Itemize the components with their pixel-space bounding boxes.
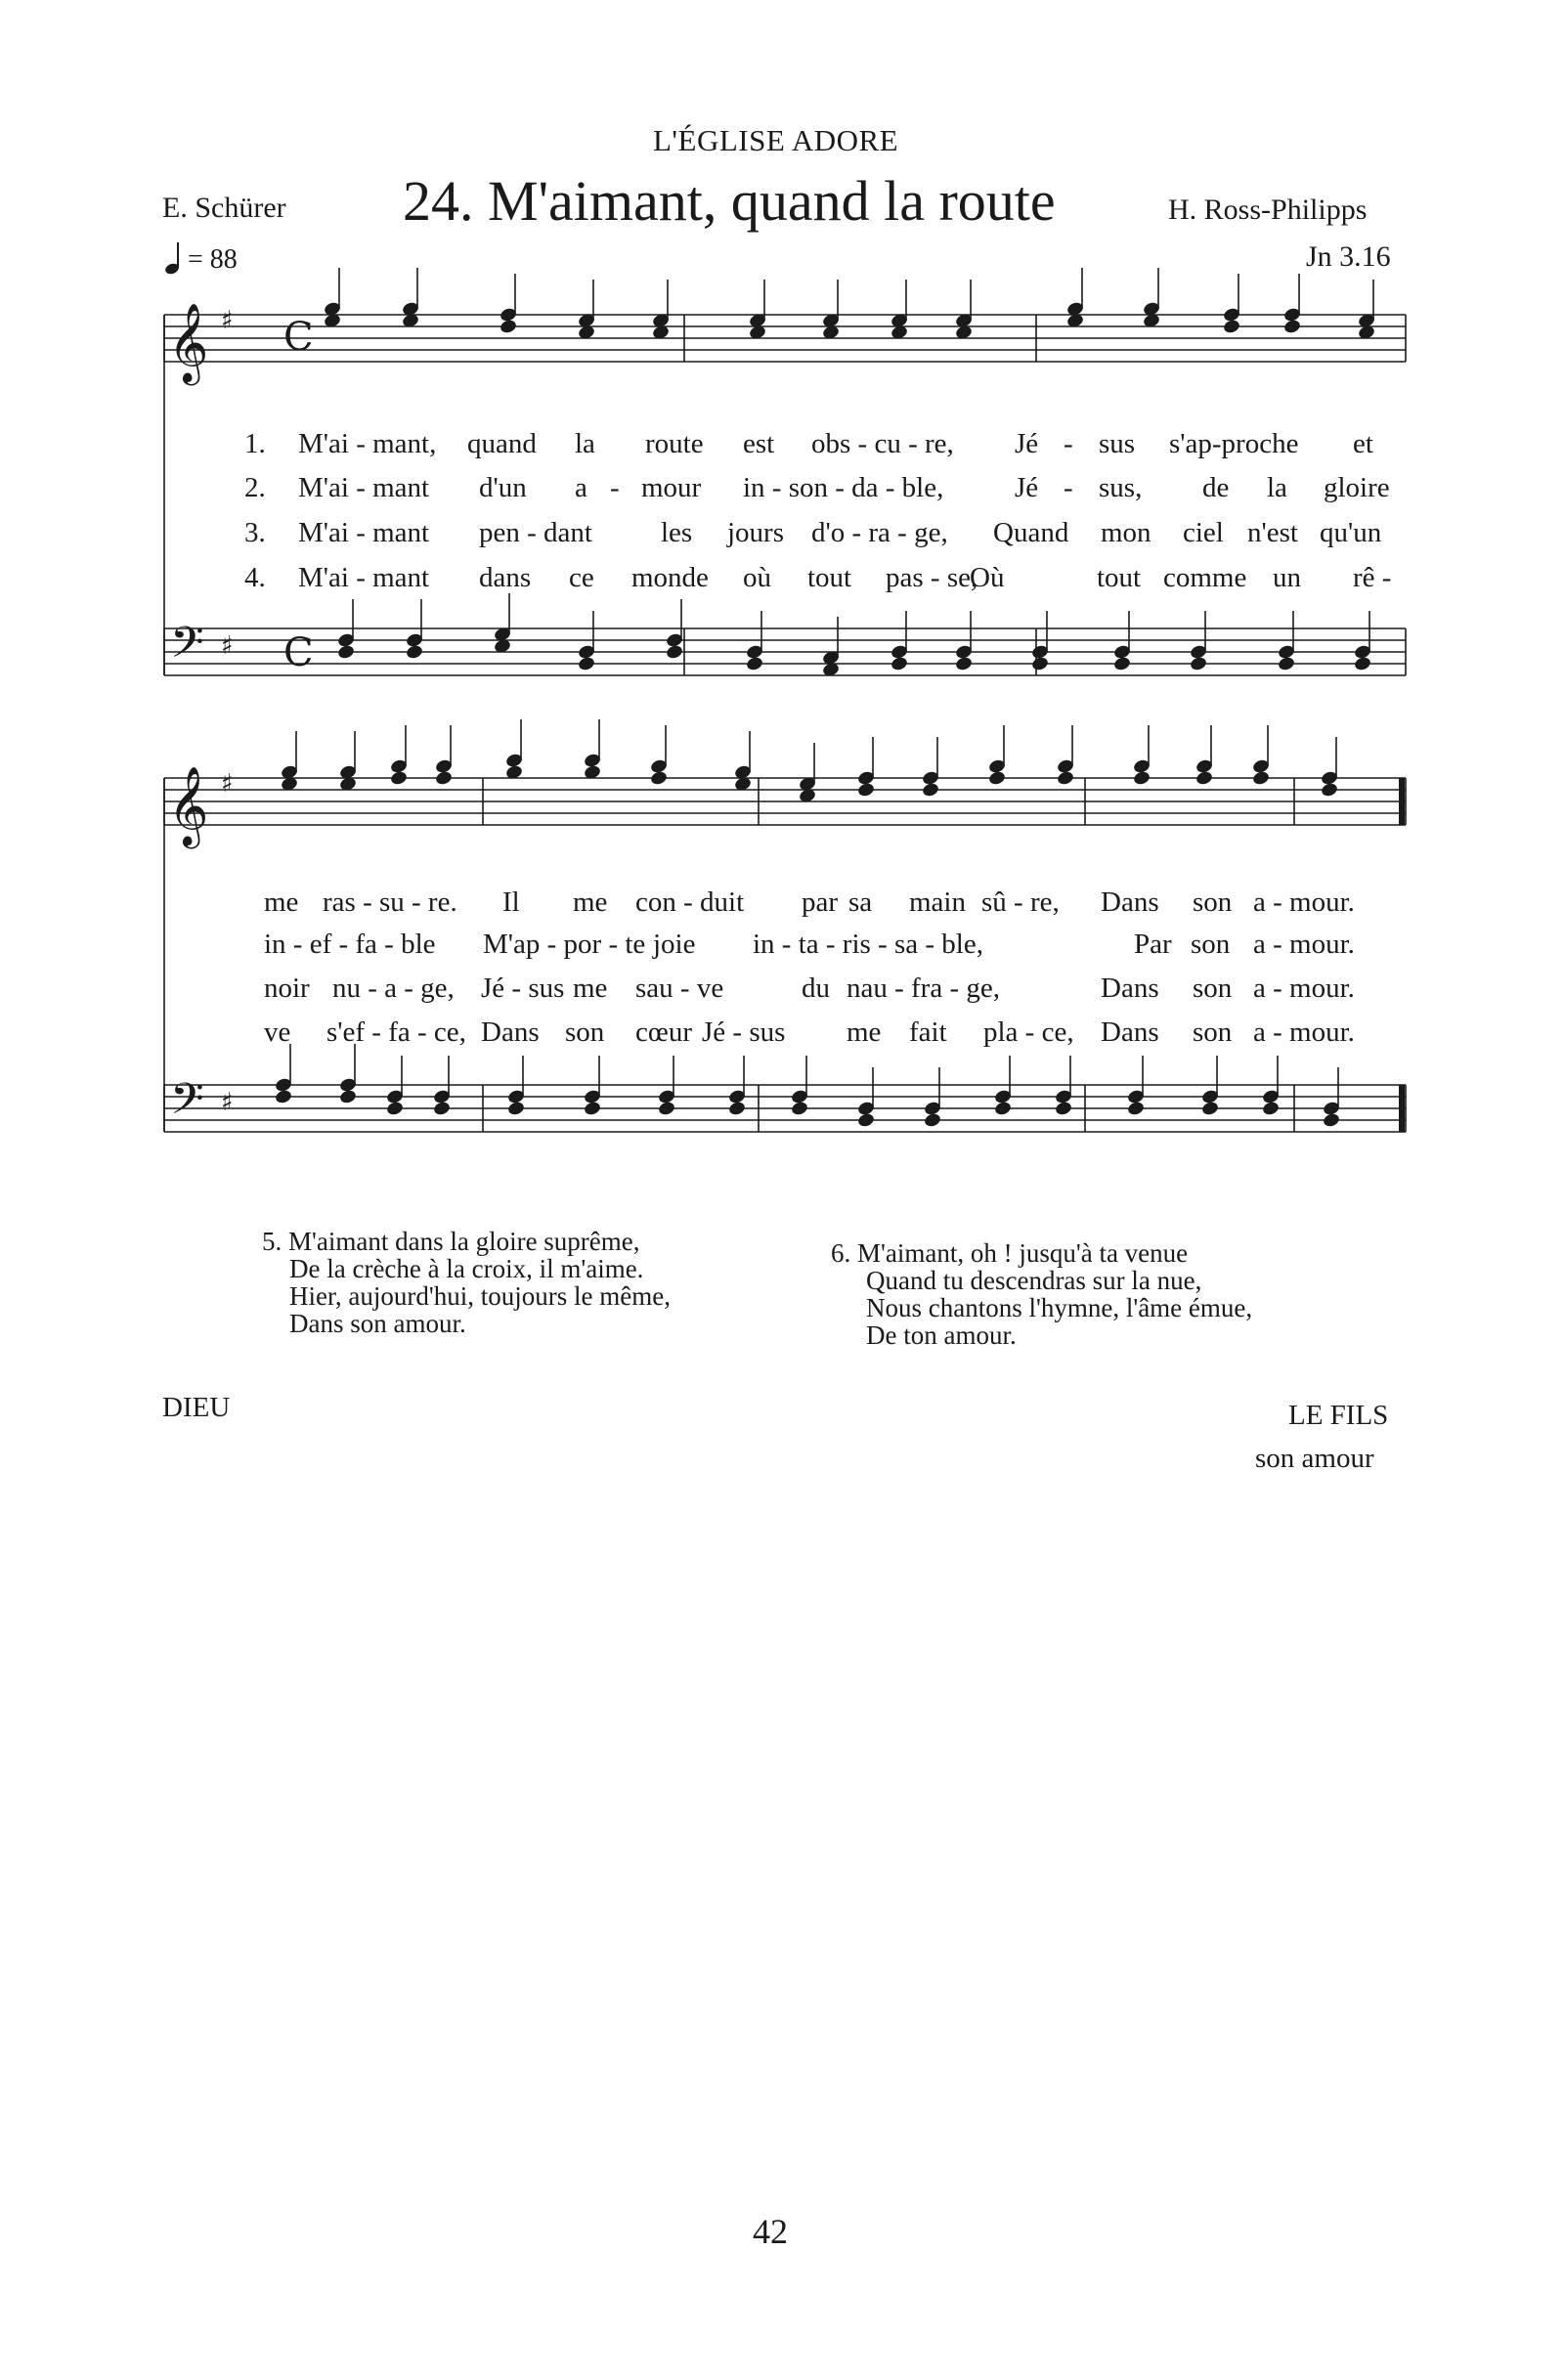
svg-text:C: C: [283, 630, 314, 675]
lyric-syllable: un: [1273, 562, 1301, 593]
lyric-syllable: quand: [467, 428, 537, 459]
lyric-syllable: -: [610, 472, 620, 503]
verse-line: 5. M'aimant dans la gloire suprême,: [262, 1227, 640, 1256]
lyric-syllable: de: [1202, 472, 1230, 503]
lyric-syllable: mour: [641, 472, 702, 503]
lyric-syllable: Quand: [993, 517, 1069, 548]
lyric-syllable: son: [1193, 973, 1233, 1004]
lyric-syllable: son: [1191, 929, 1231, 960]
lyric-syllable: son: [1193, 1017, 1233, 1048]
lyric-syllable: con - duit: [635, 887, 745, 918]
verse-5-block: [262, 1228, 671, 1337]
page-number: 42: [753, 2212, 788, 2251]
svg-text:𝄢: 𝄢: [170, 1073, 204, 1135]
lyric-syllable: M'ai - mant,: [298, 428, 437, 459]
lyric-syllable: a: [575, 472, 587, 503]
lyric-syllable: la: [575, 428, 595, 459]
lyric-syllable: son: [565, 1017, 605, 1048]
lyric-syllable: où: [743, 562, 771, 593]
lyric-syllable: sus,: [1099, 472, 1143, 503]
lyric-syllable: gloire: [1324, 472, 1390, 503]
lyric-syllable: Jé: [1015, 472, 1039, 503]
lyric-syllable: M'ai - mant: [298, 517, 430, 548]
lyric-syllable: jours: [727, 517, 784, 548]
verse-line: Dans son amour.: [289, 1309, 466, 1338]
svg-text:𝄢: 𝄢: [170, 617, 204, 678]
lyric-syllable: Par: [1134, 929, 1172, 960]
tempo-value: = 88: [188, 244, 238, 275]
verse-line: De la crèche à la croix, il m'aime.: [289, 1254, 644, 1283]
verse-number: 3.: [244, 517, 266, 548]
lyric-syllable: noir: [264, 973, 310, 1004]
verse-line: Nous chantons l'hymne, l'âme émue,: [866, 1293, 1253, 1322]
hymn-title: 24. M'aimant, quand la route: [403, 169, 1056, 233]
lyric-syllable: -: [1064, 428, 1073, 459]
lyric-syllable: me: [847, 1017, 882, 1048]
svg-text:♯: ♯: [221, 306, 234, 335]
lyric-syllable: route: [645, 428, 704, 459]
svg-text:♯: ♯: [221, 1088, 234, 1117]
lyric-syllable: comme: [1163, 562, 1247, 593]
svg-text:𝄞: 𝄞: [168, 765, 209, 845]
lyric-syllable: sus: [1099, 428, 1136, 459]
lyric-syllable: est: [743, 428, 775, 459]
lyric-syllable: sû - re,: [981, 887, 1060, 918]
lyric-syllable: tout: [1097, 562, 1142, 593]
lyric-syllable: du: [802, 973, 830, 1004]
svg-text:𝄞: 𝄞: [168, 302, 209, 382]
verse-6-block: [831, 1239, 1252, 1349]
lyric-syllable: me: [573, 887, 608, 918]
svg-text:♯: ♯: [221, 769, 234, 799]
verse-number: 1.: [244, 428, 266, 459]
lyric-syllable: me: [573, 973, 608, 1004]
lyric-syllable: qu'un: [1320, 517, 1382, 548]
verse-line: Hier, aujourd'hui, toujours le même,: [289, 1281, 671, 1311]
lyric-syllable: son: [1193, 887, 1233, 918]
scripture-reference: Jn 3.16: [1306, 240, 1391, 273]
lyric-syllable: nau - fra - ge,: [847, 973, 1000, 1004]
lyric-syllable: sa: [848, 887, 873, 918]
lyric-syllable: a - mour.: [1253, 973, 1355, 1004]
lyric-syllable: Où: [970, 562, 1005, 593]
lyric-syllable: s'ap-proche: [1169, 428, 1299, 459]
verse-line: De ton amour.: [866, 1320, 1017, 1350]
lyric-syllable: in - ta - ris - sa - ble,: [753, 929, 983, 960]
lyric-syllable: rê -: [1353, 562, 1392, 593]
lyric-syllable: -: [1064, 472, 1073, 503]
lyric-syllable: M'ai - mant: [298, 472, 430, 503]
lyric-syllable: ve: [264, 1017, 291, 1048]
lyric-syllable: s'ef - fa - ce,: [326, 1017, 466, 1048]
lyric-syllable: a - mour.: [1253, 887, 1355, 918]
theme-right: LE FILS: [1288, 1400, 1389, 1431]
theme-left: DIEU: [162, 1392, 231, 1423]
lyric-syllable: a - mour.: [1253, 929, 1355, 960]
lyricist-name: H. Ross-Philipps: [1168, 194, 1368, 226]
svg-text:C: C: [283, 315, 314, 360]
verse-line: 6. M'aimant, oh ! jusqu'à ta venue: [831, 1238, 1189, 1268]
lyric-syllable: dans: [479, 562, 532, 593]
section-heading: L'ÉGLISE ADORE: [653, 123, 899, 157]
lyric-syllable: monde: [631, 562, 709, 593]
lyric-syllable: et: [1353, 428, 1373, 459]
lyric-syllable: me: [264, 887, 299, 918]
lyric-syllable: main: [909, 887, 966, 918]
lyric-syllable: Il: [502, 887, 520, 918]
verse-number: 4.: [244, 562, 266, 593]
lyric-syllable: sau - ve: [635, 973, 724, 1004]
lyric-syllable: M'ap - por - te: [483, 929, 646, 960]
lyric-syllable: Jé - sus: [481, 973, 565, 1004]
lyric-syllable: Jé: [1015, 428, 1039, 459]
lyric-syllable: joie: [653, 929, 696, 960]
lyric-syllable: Dans: [1101, 887, 1159, 918]
lyric-syllable: obs - cu - re,: [811, 428, 954, 459]
lyric-syllable: M'ai - mant: [298, 562, 430, 593]
lyric-syllable: ce: [569, 562, 594, 593]
verse-number: 2.: [244, 472, 266, 503]
lyric-syllable: a - mour.: [1253, 1017, 1355, 1048]
lyric-syllable: cœur: [635, 1017, 692, 1048]
lyric-syllable: d'un: [479, 472, 527, 503]
lyric-syllable: tout: [807, 562, 852, 593]
lyric-syllable: in - son - da - ble,: [743, 472, 944, 503]
svg-text:♯: ♯: [221, 631, 234, 661]
lyric-syllable: Dans: [1101, 973, 1159, 1004]
lyric-syllable: ciel: [1183, 517, 1224, 548]
lyric-syllable: in - ef - fa - ble: [264, 929, 436, 960]
theme-right-sub: son amour: [1255, 1443, 1374, 1474]
lyric-syllable: pla - ce,: [983, 1017, 1074, 1048]
composer-name: E. Schürer: [162, 192, 286, 224]
lyric-syllable: la: [1267, 472, 1287, 503]
lyric-syllable: d'o - ra - ge,: [811, 517, 948, 548]
lyric-syllable: mon: [1101, 517, 1151, 548]
lyric-syllable: fait: [909, 1017, 947, 1048]
lyric-syllable: Jé - sus: [702, 1017, 786, 1048]
lyric-syllable: pas - se,: [886, 562, 978, 593]
lyric-syllable: Dans: [1101, 1017, 1159, 1048]
verse-line: Quand tu descendras sur la nue,: [866, 1266, 1202, 1295]
lyric-syllable: ras - su - re.: [323, 887, 457, 918]
lyric-syllable: pen - dant: [479, 517, 592, 548]
lyric-syllable: n'est: [1247, 517, 1298, 548]
lyric-syllable: Dans: [481, 1017, 540, 1048]
lyric-syllable: les: [661, 517, 693, 548]
lyric-syllable: nu - a - ge,: [332, 973, 455, 1004]
lyric-syllable: par: [802, 887, 839, 918]
